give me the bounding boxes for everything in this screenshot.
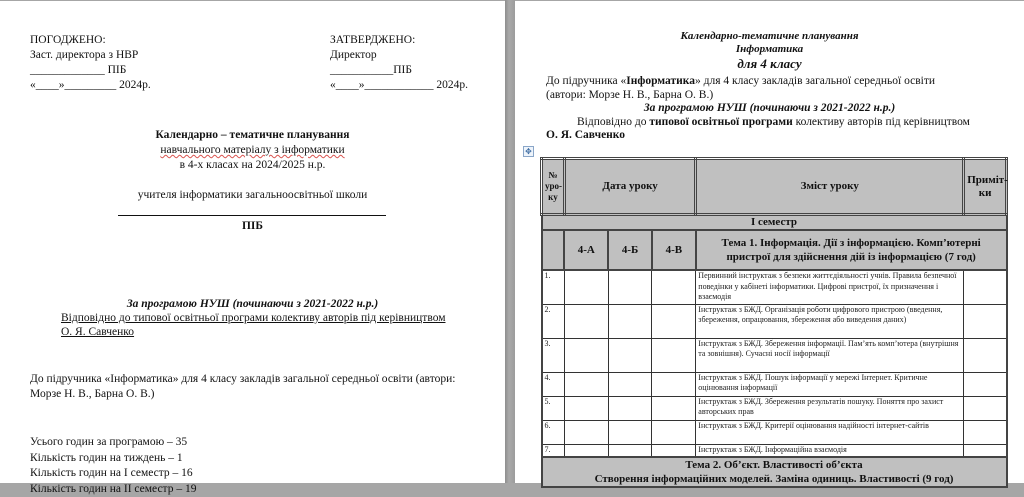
lesson-content: Інструктаж з БЖД. Збереження результатів пошуку. Поняття про захист авторських прав <box>696 396 964 420</box>
plan-program-line: Відповідно до типової освітньої програми колективу авторів під керівництвом <box>577 115 970 129</box>
plan-program-author: О. Я. Савченко <box>546 128 625 142</box>
agreed-role: Заст. директора з НВР <box>30 48 151 63</box>
approval-agreed-block <box>30 33 151 93</box>
header-lesson-content: Зміст уроку <box>696 159 964 215</box>
date-4b-cell[interactable] <box>608 338 652 372</box>
date-4v-cell[interactable] <box>652 338 696 372</box>
date-4v-cell[interactable] <box>652 444 696 457</box>
textbook-line-2: Морзе Н. В., Барна О. В.) <box>30 387 154 402</box>
lesson-content: Інструктаж з БЖД. Збереження інформації. Пам’ять комп’ютера (внутрішня та зовнішня). Сучасні носії інформації <box>696 338 964 372</box>
lesson-content: Інструктаж з БЖД. Інформаційна взаємодія <box>696 444 964 457</box>
document-page-title <box>0 1 505 483</box>
lesson-row <box>542 304 1007 338</box>
date-4v-cell[interactable] <box>652 420 696 444</box>
lesson-number: 3. <box>542 338 565 372</box>
lesson-content: Первинний інструктаж з безпеки життєдіяльності учнів. Правила безпечної поведінки у кабінеті інформатики. Цифрові пристрої, їх призначення і взаємодія <box>696 270 964 304</box>
title-line-1: Календарно – тематичне планування <box>0 128 505 143</box>
hours-weekly: Кількість годин на тиждень – 1 <box>30 451 196 467</box>
lesson-row <box>542 372 1007 396</box>
header-notes: Приміт-ки <box>964 159 1007 215</box>
page-gap <box>505 0 515 483</box>
date-4b-cell[interactable] <box>608 444 652 457</box>
date-4b-cell[interactable] <box>608 304 652 338</box>
approved-date: «____»____________ 2024р. <box>330 78 468 93</box>
lesson-number: 1. <box>542 270 565 304</box>
table-move-handle-icon[interactable]: ✥ <box>523 146 534 157</box>
class-4a: 4-А <box>564 230 608 270</box>
title-line-2: навчального матеріалу з інформатики <box>0 143 505 158</box>
lesson-number: 4. <box>542 372 565 396</box>
hours-semester-1: Кількість годин на І семестр – 16 <box>30 466 196 482</box>
teacher-name-label: ПІБ <box>0 219 505 234</box>
date-4a-cell[interactable] <box>564 338 608 372</box>
approved-role: Директор <box>330 48 468 63</box>
lesson-row <box>542 420 1007 444</box>
document-page-plan <box>515 1 1024 483</box>
program-line-1: Відповідно до типової освітньої програми колективу авторів під керівництвом <box>61 311 446 326</box>
header-lesson-number: № уро-ку <box>542 159 565 215</box>
date-4a-cell[interactable] <box>564 304 608 338</box>
date-4b-cell[interactable] <box>608 270 652 304</box>
plan-grade: для 4 класу <box>515 56 1024 72</box>
date-4v-cell[interactable] <box>652 396 696 420</box>
lesson-number: 5. <box>542 396 565 420</box>
date-4b-cell[interactable] <box>608 420 652 444</box>
topic-2-row <box>542 457 1007 487</box>
hours-summary <box>30 435 196 497</box>
agreed-signature: _____________ ПІБ <box>30 63 151 78</box>
plan-title: Календарно-тематичне планування <box>515 30 1024 43</box>
topic-1-num-cell <box>542 230 565 270</box>
approved-signature: ___________ПІБ <box>330 63 468 78</box>
topic-1-row <box>542 230 1007 270</box>
notes-cell[interactable] <box>964 444 1007 457</box>
program-line-2: О. Я. Савченко <box>61 325 134 340</box>
notes-cell[interactable] <box>964 304 1007 338</box>
class-4b: 4-Б <box>608 230 652 270</box>
notes-cell[interactable] <box>964 270 1007 304</box>
approval-approved-block <box>330 33 468 93</box>
topic-2-title: Тема 2. Об’єкт. Властивості об’єкта Створення інформаційних моделей. Заміна одиниць. Властивості (9 год) <box>542 457 1007 487</box>
date-4b-cell[interactable] <box>608 372 652 396</box>
hours-total: Усього годин за програмою – 35 <box>30 435 196 451</box>
lesson-number: 6. <box>542 420 565 444</box>
notes-cell[interactable] <box>964 338 1007 372</box>
header-lesson-date: Дата уроку <box>564 159 695 215</box>
notes-cell[interactable] <box>964 420 1007 444</box>
name-underline <box>118 215 386 216</box>
date-4a-cell[interactable] <box>564 444 608 457</box>
date-4a-cell[interactable] <box>564 270 608 304</box>
notes-cell[interactable] <box>964 372 1007 396</box>
hours-semester-2: Кількість годин на ІІ семестр – 19 <box>30 482 196 497</box>
lesson-number: 7. <box>542 444 565 457</box>
lesson-row <box>542 338 1007 372</box>
lesson-plan-table <box>540 157 1008 488</box>
semester-row <box>542 215 1007 231</box>
date-4v-cell[interactable] <box>652 304 696 338</box>
lesson-number: 2. <box>542 304 565 338</box>
date-4b-cell[interactable] <box>608 396 652 420</box>
date-4a-cell[interactable] <box>564 396 608 420</box>
table-header-row <box>542 159 1007 215</box>
plan-program-title: За програмою НУШ (починаючи з 2021-2022 н.р.) <box>515 101 1024 115</box>
document-title <box>0 128 505 173</box>
title-line-3: в 4-х класах на 2024/2025 н.р. <box>0 158 505 173</box>
approved-heading: ЗАТВЕРДЖЕНО: <box>330 33 468 48</box>
date-4v-cell[interactable] <box>652 372 696 396</box>
plan-subject: Інформатика <box>515 43 1024 56</box>
textbook-line-1: До підручника «Інформатика» для 4 класу закладів загальної середньої освіти (автори: <box>30 372 455 387</box>
date-4a-cell[interactable] <box>564 420 608 444</box>
agreed-date: «____»_________ 2024р. <box>30 78 151 93</box>
lesson-row <box>542 444 1007 457</box>
program-title: За програмою НУШ (починаючи з 2021-2022 н.р.) <box>0 297 505 312</box>
plan-textbook: До підручника «Інформатика» для 4 класу закладів загальної середньої освіти <box>546 74 935 88</box>
plan-authors: (автори: Морзе Н. В., Барна О. В.) <box>546 88 713 102</box>
semester-label: І семестр <box>542 215 1007 231</box>
lesson-content: Інструктаж з БЖД. Пошук інформації у мережі Інтернет. Критичне оцінювання інформації <box>696 372 964 396</box>
lesson-row <box>542 396 1007 420</box>
date-4a-cell[interactable] <box>564 372 608 396</box>
topic-1-title: Тема 1. Інформація. Дії з інформацією. Комп’ютерні пристрої для здійснення дій із інформацією (7 год) <box>696 230 1007 270</box>
class-4v: 4-В <box>652 230 696 270</box>
agreed-heading: ПОГОДЖЕНО: <box>30 33 151 48</box>
lesson-content: Інструктаж з БЖД. Організація роботи цифрового пристрою (введення, збереження, опрацювання, збереження або виведення даних) <box>696 304 964 338</box>
lesson-row <box>542 270 1007 304</box>
lesson-content: Інструктаж з БЖД. Критерії оцінювання надійності інтернет-сайтів <box>696 420 964 444</box>
teacher-line: учителя інформатики загальноосвітньої школи <box>0 188 505 203</box>
date-4v-cell[interactable] <box>652 270 696 304</box>
notes-cell[interactable] <box>964 396 1007 420</box>
